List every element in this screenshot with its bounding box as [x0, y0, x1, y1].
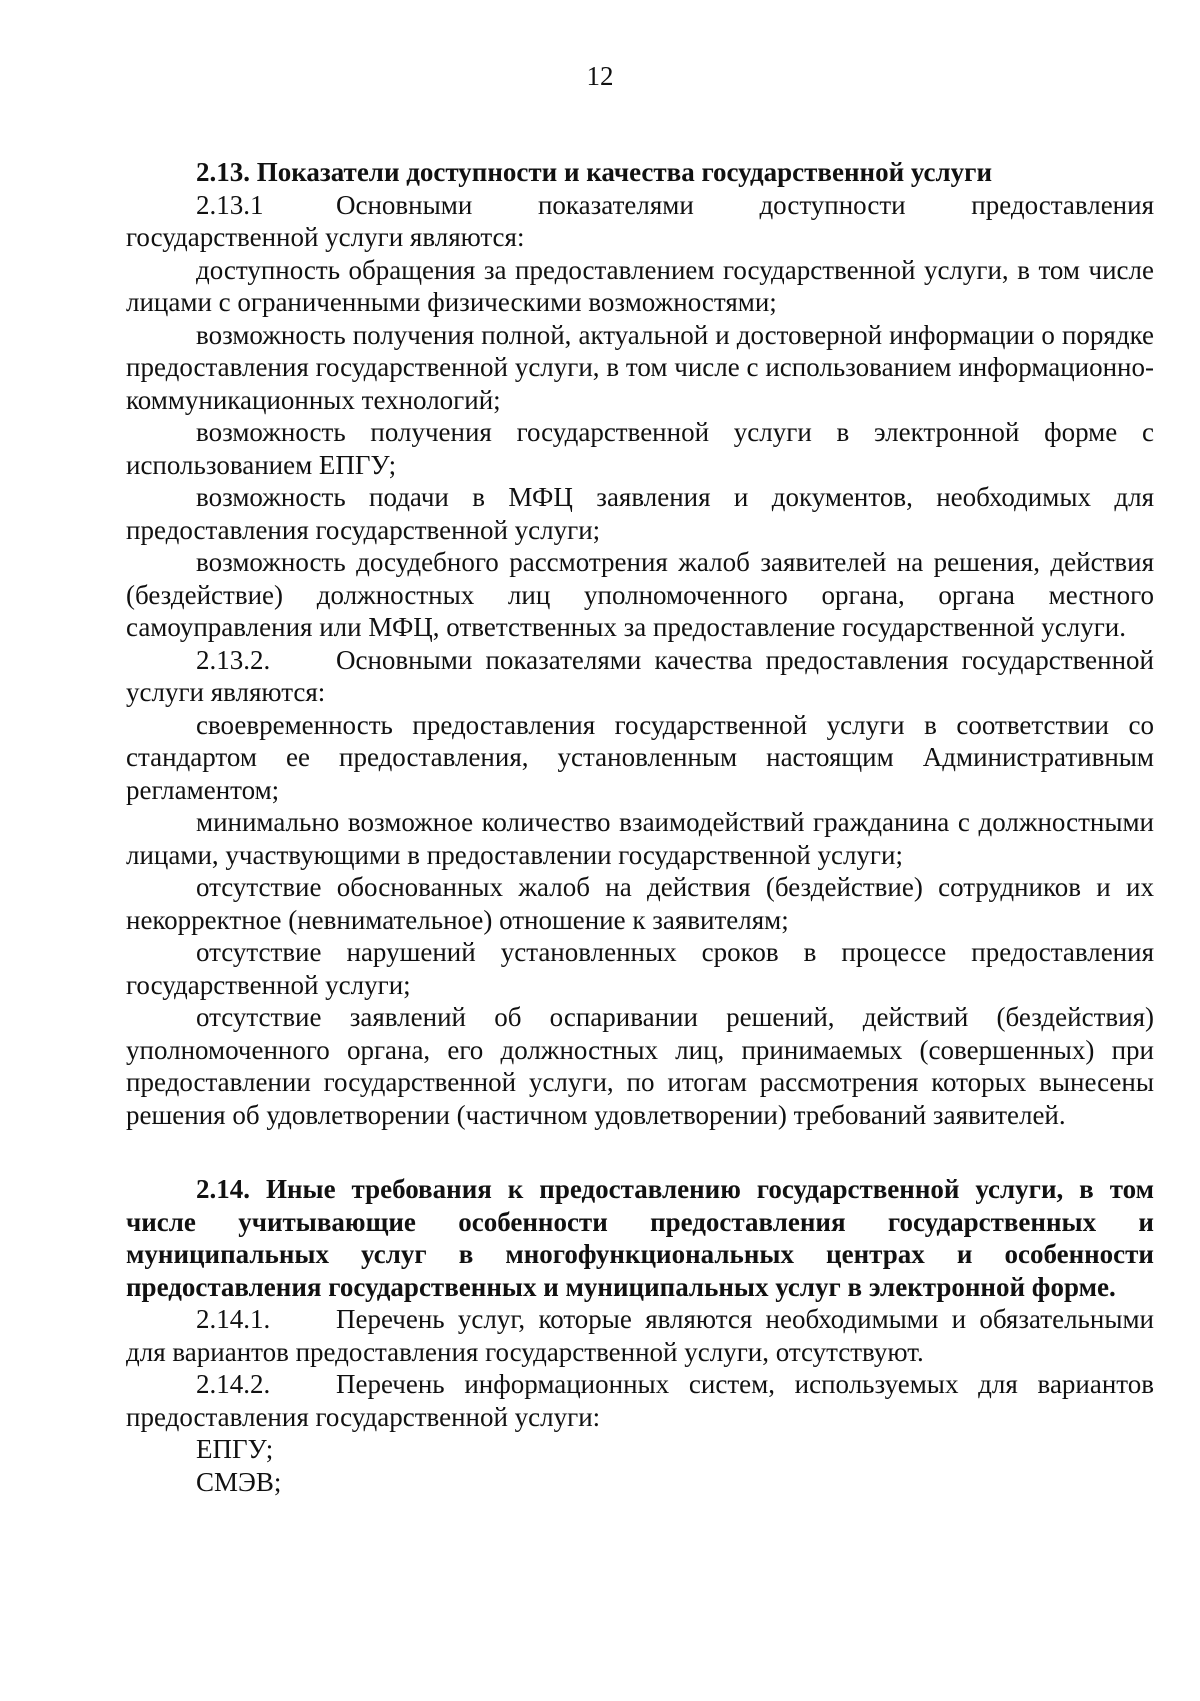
list-item: возможность подачи в МФЦ заявления и документов, необходимых для предоставления государственной услуги; — [126, 482, 1154, 545]
clause-number: 2.14.2. — [196, 1369, 271, 1399]
page-number: 12 — [586, 61, 614, 91]
list-item: отсутствие заявлений об оспаривании решений, действий (бездействия) уполномоченного органа, его должностных лиц, принимаемых (совершенных) при предоставлении государственной услуги, по итогам рассмотрения которых вынесены решения об удовлетворении (частичном удовлетворении) требований заявителей. — [126, 1002, 1154, 1130]
paragraph-2-14-1 — [126, 1303, 1154, 1368]
clause-text: Перечень информационных систем, используемых для вариантов предоставления государственной услуги: — [126, 1369, 1154, 1432]
clause-number: 2.13.1 — [196, 189, 264, 220]
paragraph-2-14-2 — [126, 1368, 1154, 1433]
list-item: возможность получения полной, актуальной и достоверной информации о порядке предоставления государственной услуги, в том числе с использованием информационно-коммуникационных технологий; — [126, 319, 1154, 415]
clause-text: Основными показателями доступности предоставления государственной услуги являются: — [126, 189, 1154, 252]
paragraph-2-13-2 — [126, 644, 1154, 709]
clause-text: Основными показателями качества предоставления государственной услуги являются: — [126, 644, 1154, 707]
section-heading-2-13: 2.13. Показатели доступности и качества государственной услуги — [196, 157, 992, 187]
list-item: минимально возможное количество взаимодействий гражданина с должностными лицами, участвующими в предоставлении государственной услуги; — [126, 807, 1154, 870]
system-item: ЕПГУ; — [196, 1434, 274, 1464]
document-body — [126, 156, 1154, 1498]
list-item: доступность обращения за предоставлением государственной услуги, в том числе лицами с ограниченными физическими возможностями; — [126, 254, 1154, 317]
clause-text: Перечень услуг, которые являются необходимыми и обязательными для вариантов предоставления государственной услуги, отсутствуют. — [126, 1304, 1154, 1367]
clause-number: 2.13.2. — [196, 644, 271, 675]
list-item: отсутствие нарушений установленных сроков в процессе предоставления государственной услуги; — [126, 937, 1154, 1000]
list-item: возможность досудебного рассмотрения жалоб заявителей на решения, действия (бездействие) должностных лиц уполномоченного органа, органа местного самоуправления или МФЦ, ответственных за предоставление государственной услуги. — [126, 547, 1154, 642]
list-item: своевременность предоставления государственной услуги в соответствии со стандартом ее предоставления, установленным настоящим Административным регламентом; — [126, 709, 1154, 805]
clause-number: 2.14.1. — [196, 1304, 271, 1334]
list-item: отсутствие обоснованных жалоб на действия (бездействие) сотрудников и их некорректное (невнимательное) отношение к заявителям; — [126, 872, 1154, 935]
list-item: возможность получения государственной услуги в электронной форме с использованием ЕПГУ; — [126, 417, 1154, 480]
section-heading-2-14: 2.14. Иные требования к предоставлению государственной услуги, в том числе учитывающие особенности предоставления государственных и муниципальных услуг в многофункциональных центрах и особенности предоставления государственных и муниципальных услуг в электронной форме. — [126, 1174, 1154, 1302]
paragraph-2-13-1 — [126, 189, 1154, 254]
system-item: СМЭВ; — [196, 1466, 282, 1497]
